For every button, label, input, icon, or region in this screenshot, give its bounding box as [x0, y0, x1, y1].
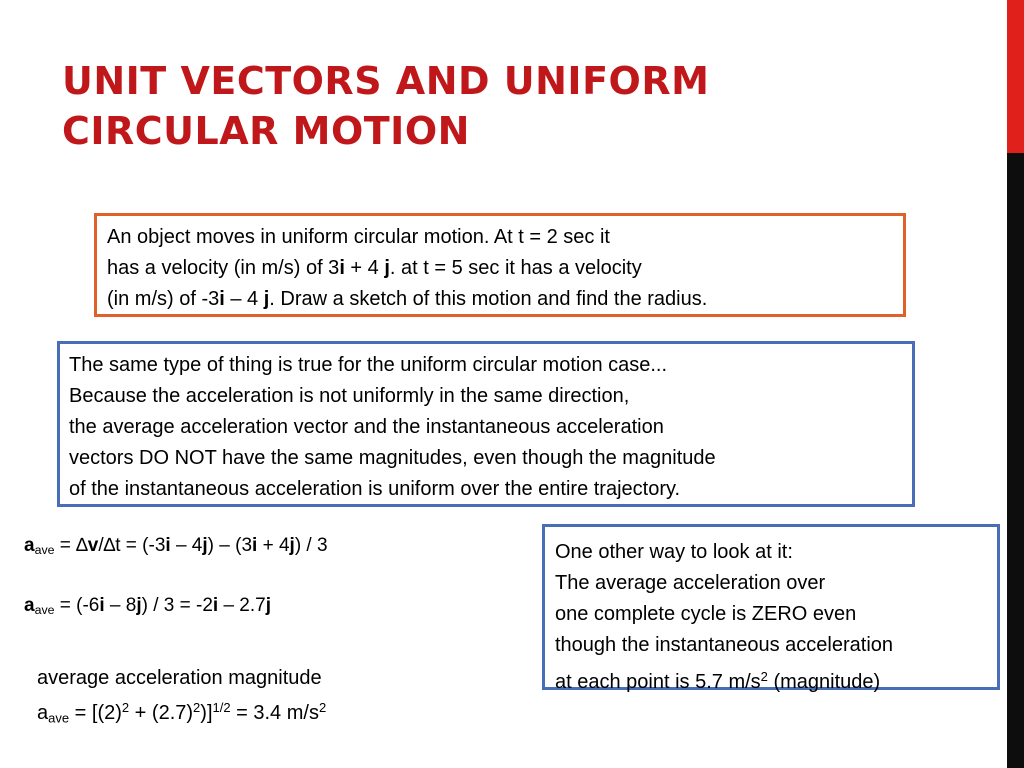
- eq-text: + 4: [257, 535, 290, 556]
- unit-vector-j: j: [263, 288, 270, 310]
- unit-vector-i: i: [219, 288, 225, 310]
- problem-text: + 4: [344, 257, 385, 279]
- unit-vector-j: j: [136, 595, 142, 616]
- eq-text: ) – (3: [207, 535, 253, 556]
- eq-text: = ∆: [54, 535, 88, 556]
- eq-symbol: a: [37, 702, 49, 725]
- explanation-line: of the instantaneous acceleration is uniform over the entire trajectory.: [69, 478, 681, 500]
- other-way-line: one complete cycle is ZERO even: [555, 603, 857, 625]
- side-accent-red: [1007, 0, 1024, 153]
- eq-text: – 4: [170, 535, 203, 556]
- unit-vector-j: j: [384, 257, 390, 279]
- eq-superscript: 1/2: [212, 700, 231, 715]
- eq-symbol: a: [24, 535, 35, 556]
- eq-subscript: ave: [34, 543, 55, 558]
- eq-superscript: 2: [121, 700, 130, 715]
- magnitude-equation: [37, 693, 326, 733]
- magnitude-block: [37, 663, 326, 733]
- title-line-1: UNIT VECTORS AND UNIFORM: [62, 59, 710, 103]
- problem-text: has a velocity (in m/s) of 3: [107, 257, 340, 279]
- unit-vector-i: i: [165, 535, 171, 556]
- explanation-line: Because the acceleration is not uniformly in the same direction,: [69, 385, 630, 407]
- problem-text: . at t = 5 sec it has a velocity: [389, 257, 642, 279]
- other-way-line: One other way to look at it:: [555, 541, 793, 563]
- eq-text: /∆t = (-3: [98, 535, 166, 556]
- problem-box: [94, 213, 906, 317]
- eq-text: = [(2): [69, 702, 122, 725]
- explanation-line: The same type of thing is true for the uniform circular motion case...: [69, 354, 668, 376]
- equation-average-acceleration: [24, 535, 328, 557]
- eq-superscript: 2: [193, 700, 201, 715]
- equation-average-acceleration-result: [24, 595, 271, 617]
- other-way-text: (magnitude): [767, 671, 881, 694]
- eq-superscript: 2: [760, 669, 768, 684]
- side-accent-black: [1007, 153, 1024, 768]
- magnitude-label: average acceleration magnitude: [37, 667, 322, 689]
- unit-vector-i: i: [99, 595, 105, 616]
- problem-line-3: [107, 284, 893, 315]
- other-way-box: [542, 524, 1000, 694]
- eq-text: – 8: [104, 595, 137, 616]
- eq-subscript: ave: [48, 710, 70, 726]
- unit-vector-j: j: [289, 535, 295, 556]
- title-line-2: CIRCULAR MOTION: [62, 109, 470, 153]
- other-way-line: [555, 661, 987, 698]
- problem-text: (in m/s) of -3: [107, 288, 220, 310]
- problem-line-2: [107, 253, 893, 284]
- unit-vector-j: j: [265, 595, 272, 616]
- eq-text: )]: [200, 702, 213, 725]
- eq-text: + (2.7): [129, 702, 194, 725]
- problem-line-1: An object moves in uniform circular motion. At t = 2 sec it: [107, 226, 610, 248]
- eq-text: ) / 3 = -2: [141, 595, 213, 616]
- other-way-line: though the instantaneous acceleration: [555, 634, 894, 656]
- eq-text: ) / 3: [294, 535, 328, 556]
- eq-symbol: a: [24, 595, 35, 616]
- unit-vector-i: i: [212, 595, 219, 616]
- eq-superscript: 2: [318, 700, 327, 715]
- problem-text: – 4: [224, 288, 264, 310]
- eq-symbol: v: [87, 535, 99, 556]
- unit-vector-i: i: [339, 257, 345, 279]
- problem-text: . Draw a sketch of this motion and find the radius.: [269, 288, 708, 310]
- other-way-text: at each point is 5.7 m/s: [555, 671, 761, 694]
- other-way-line: The average acceleration over: [555, 572, 826, 594]
- eq-subscript: ave: [34, 603, 55, 618]
- eq-text: = 3.4 m/s: [230, 702, 319, 725]
- explanation-line: the average acceleration vector and the instantaneous acceleration: [69, 416, 664, 438]
- explanation-box: [57, 341, 915, 507]
- explanation-line: vectors DO NOT have the same magnitudes, even though the magnitude: [69, 447, 716, 469]
- unit-vector-j: j: [202, 535, 208, 556]
- eq-text: – 2.7: [218, 595, 266, 616]
- slide-title: [62, 56, 709, 156]
- eq-text: = (-6: [54, 595, 100, 616]
- unit-vector-i: i: [252, 535, 258, 556]
